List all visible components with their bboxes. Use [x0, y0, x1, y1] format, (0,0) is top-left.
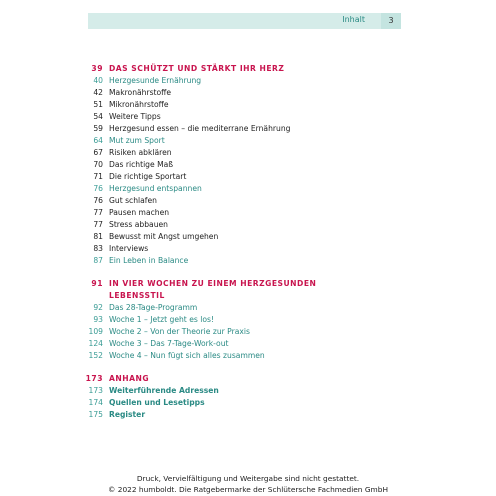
toc-entry [0, 207, 496, 219]
toc-entry [0, 338, 496, 350]
toc-entry-title: DAS SCHÜTZT UND STÄRKT IHR HERZ [109, 64, 285, 73]
toc-entry [0, 99, 496, 111]
toc-entry-title: Die richtige Sportart [109, 172, 187, 181]
toc-entry-title: Ein Leben in Balance [109, 256, 189, 265]
toc-page-number: 67 [93, 148, 103, 157]
toc-entry-title: Herzgesunde Ernährung [109, 76, 202, 85]
toc-entry [0, 63, 496, 75]
toc-entry-title: Interviews [109, 244, 149, 253]
toc-page-number: 77 [93, 208, 103, 217]
toc-entry [0, 350, 496, 362]
toc-entry [0, 243, 496, 255]
toc-page-number: 83 [93, 244, 103, 253]
toc-page-number: 71 [93, 172, 103, 181]
toc-page-number: 51 [93, 100, 103, 109]
toc-entry-title: Herzgesund entspannen [109, 184, 202, 193]
toc-entry-title: Das richtige Maß [109, 160, 174, 169]
toc-entry-title: Das 28-Tage-Programm [109, 303, 198, 312]
toc-entry-title: Stress abbauen [109, 220, 168, 229]
toc-entry [0, 397, 496, 409]
toc-page-number: 152 [88, 351, 103, 360]
toc-entry-title: Weiterführende Adressen [109, 386, 219, 395]
toc-page-number: 124 [88, 339, 103, 348]
toc-page-number: 81 [93, 232, 103, 241]
toc-entry-title: Woche 2 – Von der Theorie zur Praxis [109, 327, 250, 336]
toc-entry-title: Herzgesund essen – die mediterrane Ernährung [109, 124, 291, 133]
toc-entry [0, 290, 496, 302]
toc-page-number: 70 [93, 160, 103, 169]
toc-entry [0, 87, 496, 99]
page-number: 3 [381, 13, 401, 29]
toc-entry-title: Mikronährstoffe [109, 100, 169, 109]
toc-page-number: 54 [93, 112, 103, 121]
toc-entry [0, 409, 496, 421]
toc-entry [0, 135, 496, 147]
toc-entry-title: Woche 4 – Nun fügt sich alles zusammen [109, 351, 265, 360]
toc-entry [0, 195, 496, 207]
toc-entry-title: Woche 3 – Das 7-Tage-Work-out [109, 339, 229, 348]
toc-page-number: 92 [93, 303, 103, 312]
toc-entry [0, 219, 496, 231]
toc-entry [0, 326, 496, 338]
toc-entry-title: Bewusst mit Angst umgehen [109, 232, 219, 241]
toc-entry [0, 159, 496, 171]
footer-publisher-line: © 2022 humboldt. Die Ratgebermarke der Schlütersche Fachmedien GmbH [108, 485, 388, 494]
toc-entry [0, 123, 496, 135]
toc-entry-title: ANHANG [109, 374, 150, 383]
toc-entry-title: Quellen und Lesetipps [109, 398, 205, 407]
toc-entry-title: Register [109, 410, 146, 419]
toc-entry [0, 314, 496, 326]
toc-page-number: 42 [93, 88, 103, 97]
toc-page-number: 77 [93, 220, 103, 229]
toc-entry-title: Weitere Tipps [109, 112, 161, 121]
toc-entry [0, 111, 496, 123]
toc-entry [0, 278, 496, 290]
toc-page-number: 109 [88, 327, 103, 336]
toc-page-number: 91 [91, 279, 103, 288]
toc-page-number: 93 [93, 315, 103, 324]
toc-page-number: 59 [93, 124, 103, 133]
toc-entry [0, 302, 496, 314]
toc-page-number: 39 [91, 64, 103, 73]
toc-entry-title: LEBENSSTIL [109, 291, 165, 300]
toc-page-number: 76 [93, 196, 103, 205]
toc-entry [0, 147, 496, 159]
toc-page-number: 40 [93, 76, 103, 85]
running-header [88, 13, 401, 29]
toc-page-number: 175 [88, 410, 103, 419]
toc-page-number: 173 [85, 374, 103, 383]
toc-entry-title: Woche 1 – Jetzt geht es los! [109, 315, 214, 324]
toc-entry [0, 255, 496, 267]
toc-entry-title: Risiken abklären [109, 148, 172, 157]
toc-entry-title: Makronährstoffe [109, 88, 172, 97]
toc-page-number: 87 [93, 256, 103, 265]
toc-entry-title: Mut zum Sport [109, 136, 165, 145]
toc-entry [0, 385, 496, 397]
toc-entry [0, 373, 496, 385]
toc-entry [0, 171, 496, 183]
toc-entry [0, 231, 496, 243]
toc-entry [0, 183, 496, 195]
section-label: Inhalt [342, 15, 365, 24]
toc-entry-title: Gut schlafen [109, 196, 157, 205]
toc-entry [0, 75, 496, 87]
toc-entry-title: IN VIER WOCHEN ZU EINEM HERZGESUNDEN [109, 279, 317, 288]
toc-entry-title: Pausen machen [109, 208, 170, 217]
toc-page-number: 173 [88, 386, 103, 395]
toc-page-number: 76 [93, 184, 103, 193]
toc-page-number: 64 [93, 136, 103, 145]
footer-copyright-notice: Druck, Vervielfältigung und Weitergabe sind nicht gestattet. [136, 474, 360, 483]
toc-page-number: 174 [88, 398, 103, 407]
